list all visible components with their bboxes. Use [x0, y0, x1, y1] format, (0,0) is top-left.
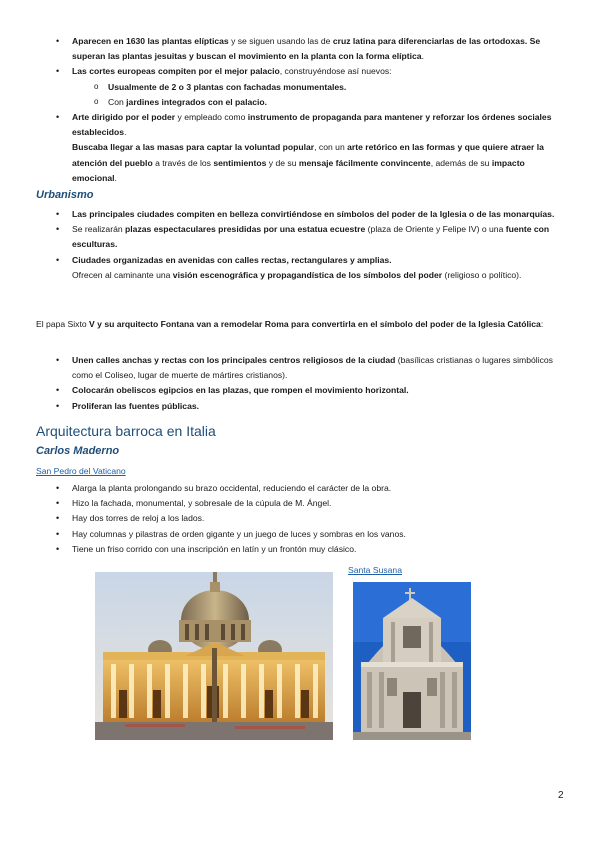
- list-item: • Proliferan las fuentes públicas.: [36, 399, 556, 414]
- list-item: • Se realizarán plazas espectaculares presididas por una estatua ecuestre (plaza de Oriente y Felipe IV) o una fuente con esculturas.: [36, 222, 556, 252]
- list-item: • Las principales ciudades compiten en belleza convirtiéndose en símbolos del poder de la Iglesia o de las monarquías.: [36, 207, 556, 222]
- san-pedro-link[interactable]: San Pedro del Vaticano: [36, 466, 126, 476]
- section-heading: Arquitectura barroca en Italia: [36, 423, 216, 439]
- list-item: • Hay dos torres de reloj a los lados.: [36, 511, 556, 526]
- list-item-source: Aparecen en 1630 las plantas elípticas y se siguen usando las de cruz latina para diferenciarlas de las ortodoxas. Se superan las plantas jesuitas y buscan el movimiento en la planta con la forma elíptica.: [72, 36, 541, 62]
- page-number: 2: [558, 790, 564, 801]
- urbanismo-bullet-list: [36, 207, 556, 283]
- sub-list-item: o Usualmente de 2 o 3 plantas con fachadas monumentales.: [36, 80, 556, 95]
- list-item: • Ciudades organizadas en avenidas con calles rectas, rectangulares y amplias.: [36, 253, 556, 268]
- list-item-continuation: Buscaba llegar a las masas para captar la voluntad popular, con un arte retórico en las formas y que quiere atraer la atención del pueblo a través de los sentimientos y de su mensaje fácilmente convincente, además de su impacto emocional.: [72, 142, 544, 183]
- san-pedro-bullet-list: [36, 481, 556, 557]
- papa-intro-paragraph: El papa Sixto V y su arquitecto Fontana van a remodelar Roma para convertirla en el símbolo del poder de la Iglesia Católica:: [36, 319, 544, 329]
- papa-bullet-list: [36, 353, 556, 414]
- list-item: • Las cortes europeas compiten por el mejor palacio, construyéndose así nuevos:: [36, 64, 556, 79]
- santa-susana-link[interactable]: Santa Susana: [348, 565, 402, 575]
- list-item: • Unen calles anchas y rectas con los principales centros religiosos de la ciudad (basílicas cristianas o lugares simbólicos como el Coliseo, lugar de muerte de mártires cristianos).: [36, 353, 556, 383]
- list-item: • Alarga la planta prolongando su brazo occidental, reduciendo el carácter de la obra.: [36, 481, 556, 496]
- architect-heading: Carlos Maderno: [36, 445, 120, 457]
- list-item: [36, 34, 556, 64]
- sub-list-item: o Con jardines integrados con el palacio.: [36, 95, 556, 110]
- intro-bullet-list: [36, 34, 556, 186]
- san-pedro-photo: [95, 572, 333, 740]
- list-item-continuation: Ofrecen al caminante una visión escenográfica y propagandística de los símbolos del poder (religioso o político).: [72, 269, 522, 280]
- urbanismo-heading: Urbanismo: [36, 189, 94, 201]
- list-item: • Colocarán obeliscos egipcios en las plazas, que rompen el movimiento horizontal.: [36, 383, 556, 398]
- list-item: • Hay columnas y pilastras de orden gigante y un juego de luces y sombras en los vanos.: [36, 527, 556, 542]
- basilica-illustration: [95, 572, 333, 740]
- list-item: • Tiene un friso corrido con una inscripción en latín y un frontón muy clásico.: [36, 542, 556, 557]
- church-illustration: [353, 582, 471, 740]
- santa-susana-photo: [353, 582, 471, 740]
- list-item: • Hizo la fachada, monumental, y sobresale de la cúpula de M. Ángel.: [36, 496, 556, 511]
- list-item: • Arte dirigido por el poder y empleado como instrumento de propaganda para mantener y reforzar los órdenes sociales establecidos.: [36, 110, 556, 140]
